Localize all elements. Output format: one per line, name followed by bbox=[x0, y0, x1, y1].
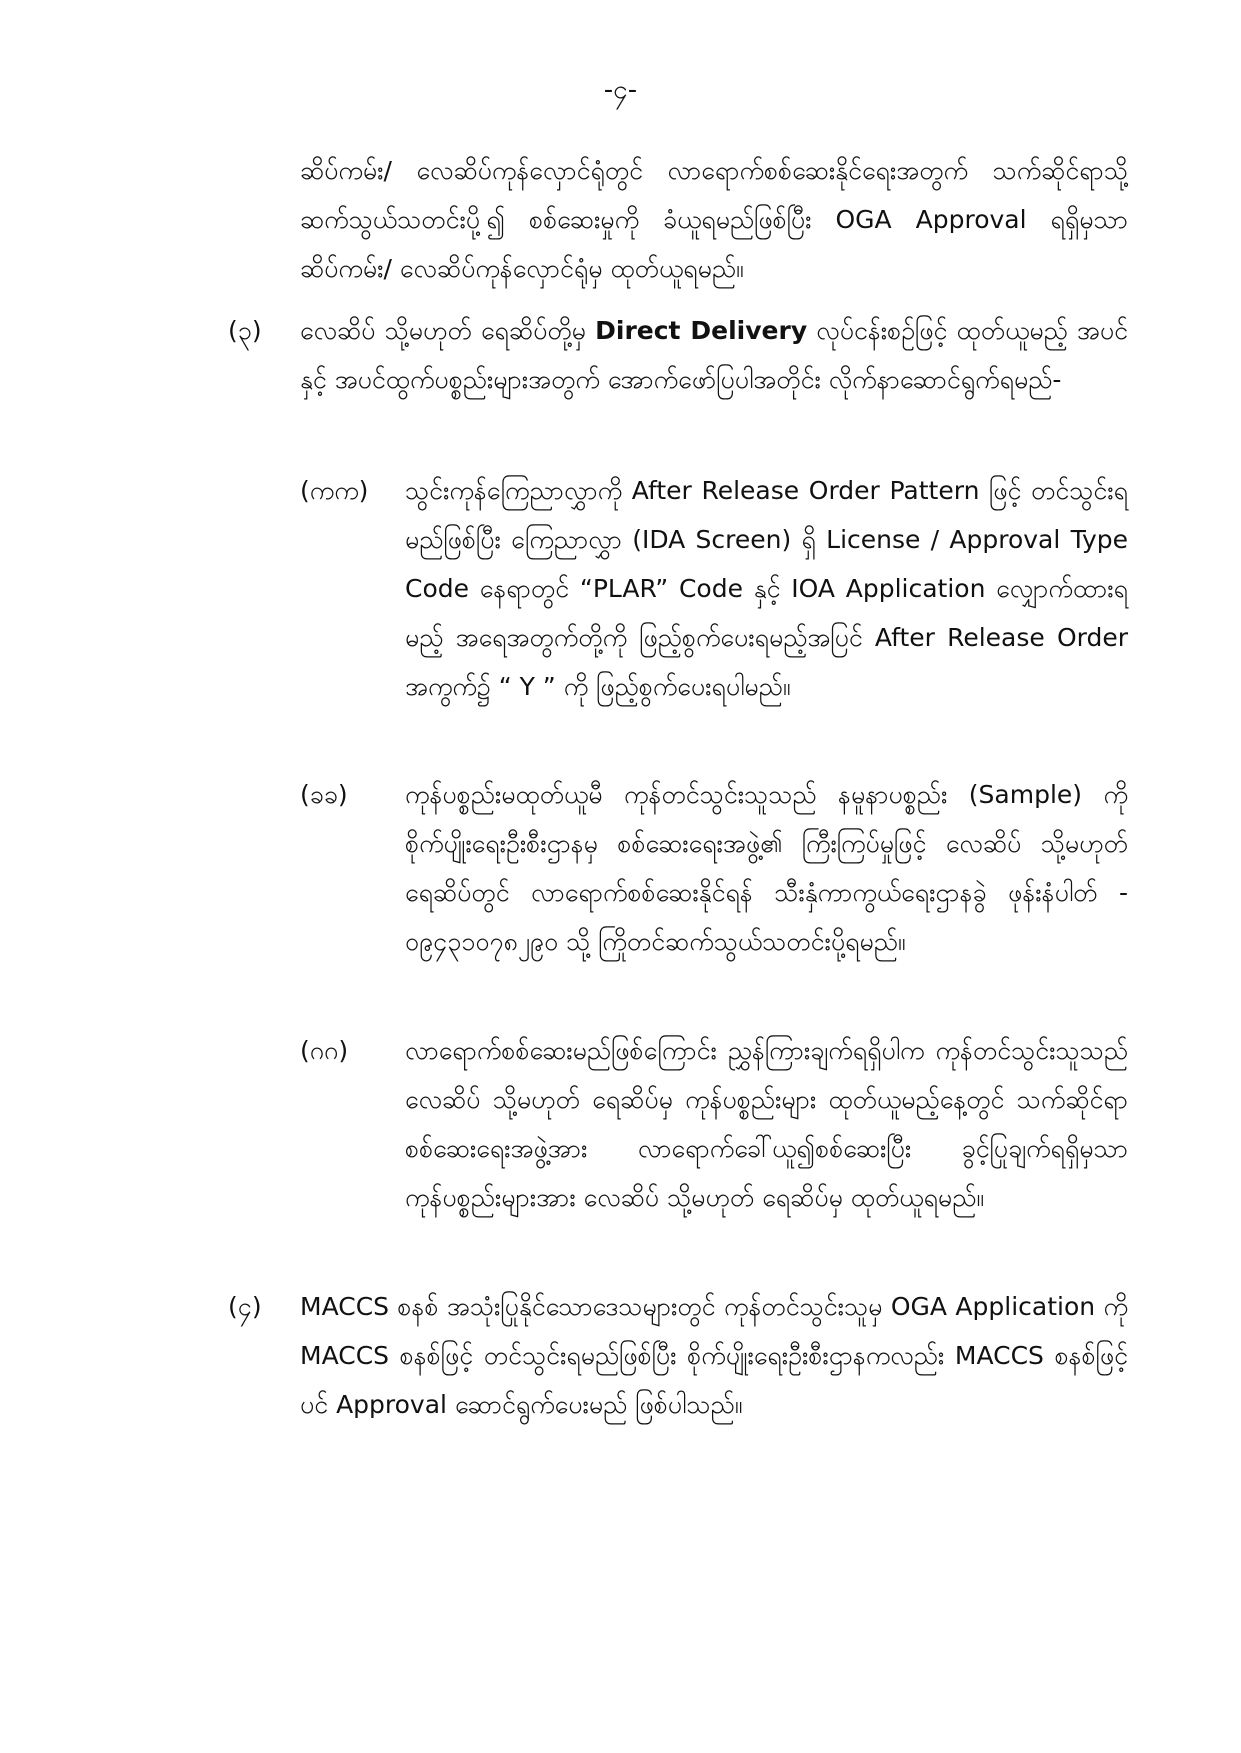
item-3-bold-term: Direct Delivery bbox=[595, 316, 808, 345]
item-4-paragraph: MACCS စနစ် အသုံးပြုနိုင်သောဒေသများတွင် ကုန်တင်သွင်းသူမှ OGA Application ကို MACCS စနစ်ဖြင့် တင်သွင်းရမည်ဖြစ်ပြီး စိုက်ပျိုးရေးဦးစီးဌာနကလည်း MACCS စနစ်ဖြင့်ပင် Approval ဆောင်ရွက်ပေးမည် ဖြစ်ပါသည်။ bbox=[300, 1292, 1128, 1419]
page-number: -၄- bbox=[603, 75, 638, 105]
item-3-text-after: လုပ်ငန်းစဉ်ဖြင့် ထုတ်ယူမည့် အပင်နှင့် အပင်ထွက်ပစ္စည်းများအတွက် အောက်ဖော်ပြပါအတိုင်း လိုက်နာဆောင်ရွက်ရမည်- bbox=[300, 316, 1129, 394]
subitem-number-khakha: (ခခ) bbox=[300, 780, 348, 809]
subitem-number-kaka: (ကက) bbox=[300, 476, 369, 505]
subitem-gaga-paragraph: လာရောက်စစ်ဆေးမည်ဖြစ်ကြောင်း ညွှန်ကြားချက်ရရှိပါက ကုန်တင်သွင်းသူသည် လေဆိပ် သို့မဟုတ် ရေဆိပ်မှ ကုန်ပစ္စည်းများ ထုတ်ယူမည့်နေ့တွင် သက်ဆိုင်ရာစစ်ဆေးရေးအဖွဲ့အား လာရောက်ခေါ်ယူ၍စစ်ဆေးပြီး ခွင့်ပြုချက်ရရှိမှသာ ကုန်ပစ္စည်းများအား လေဆိပ် သို့မဟုတ် ရေဆိပ်မှ ထုတ်ယူရမည်။ bbox=[405, 1036, 1128, 1212]
subitem-khakha-paragraph: ကုန်ပစ္စည်းမထုတ်ယူမီ ကုန်တင်သွင်းသူသည် နမူနာပစ္စည်း (Sample) ကို စိုက်ပျိုးရေးဦးစီးဌာနမှ စစ်ဆေးရေးအဖွဲ့၏ ကြီးကြပ်မှုဖြင့် လေဆိပ် သို့မဟုတ် ရေဆိပ်တွင် လာရောက်စစ်ဆေးနိုင်ရန် သီးနှံကာကွယ်ရေးဌာနခွဲ ဖုန်းနံပါတ် - ၀၉၄၃၁၀၇၈၂၉၀ သို့ ကြိုတင်ဆက်သွယ်သတင်းပို့ရမည်။ bbox=[405, 780, 1128, 956]
subitem-kaka-paragraph: သွင်းကုန်ကြေညာလွှာကို After Release Order Pattern ဖြင့် တင်သွင်းရမည်ဖြစ်ပြီး ကြေညာလွှာ (IDA Screen) ရှိ License / Approval Type Code နေရာတွင် “PLAR” Code နှင့် IOA Application လျှောက်ထားရမည့် အရေအတွက်တို့ကို ဖြည့်စွက်ပေးရမည့်အပြင် After Release Order အကွက်၌ “ Y ” ကို ဖြည့်စွက်ပေးရပါမည်။ bbox=[405, 476, 1128, 701]
item-number-3: (၃) bbox=[228, 316, 262, 345]
item-number-4: (၄) bbox=[228, 1292, 262, 1321]
item-3-paragraph bbox=[300, 306, 1128, 404]
intro-paragraph: ဆိပ်ကမ်း/ လေဆိပ်ကုန်လှောင်ရုံတွင် လာရောက်စစ်ဆေးနိုင်ရေးအတွက် သက်ဆိုင်ရာသို့ ဆက်သွယ်သတင်းပို့၍ စစ်ဆေးမှုကို ခံယူရမည်ဖြစ်ပြီး OGA Approval ရရှိမှသာ ဆိပ်ကမ်း/ လေဆိပ်ကုန်လှောင်ရုံမှ ထုတ်ယူရမည်။ bbox=[300, 156, 1128, 283]
item-3-text-before: လေဆိပ် သို့မဟုတ် ရေဆိပ်တို့မှ bbox=[300, 316, 586, 345]
subitem-number-gaga: (ဂဂ) bbox=[300, 1036, 349, 1065]
